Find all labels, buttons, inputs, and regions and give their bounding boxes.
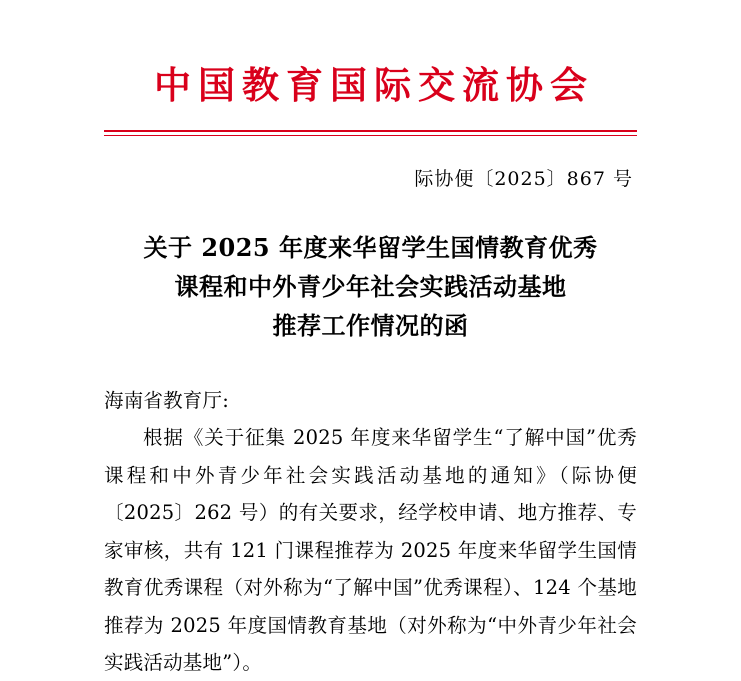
document-body [104,382,637,681]
document-title [104,229,637,346]
organization-name: 中国教育国际交流协会 [154,63,594,107]
body-paragraph-1: 根据《关于征集 2025 年度来华留学生“了解中国”优秀课程和中外青少年社会实践活动基地的通知》（际协便〔2025〕262 号）的有关要求，经学校申请、地方推荐、专家审核，共有 121 门课程推荐为 2025 年度来华留学生国情教育优秀课程（对外称为“了解中国”优秀课程）、124 个基地推荐为 2025 年度国情教育基地（对外称为“中外青少年社会实践活动基地”）。 [104,426,637,674]
document-title-line-3: 推荐工作情况的函 [272,311,469,340]
divider-thick-line [104,130,637,132]
recipient-line: 海南省教育厅: [104,388,229,412]
letterhead-divider [104,130,637,136]
document-title-line-1: 关于 2025 年度来华留学生国情教育优秀 [143,233,598,263]
divider-thin-line [104,135,637,136]
document-number: 际协便〔2025〕867 号 [414,168,633,191]
document-title-line-2: 课程和中外青少年社会实践活动基地 [174,272,567,302]
letterhead [104,0,637,136]
